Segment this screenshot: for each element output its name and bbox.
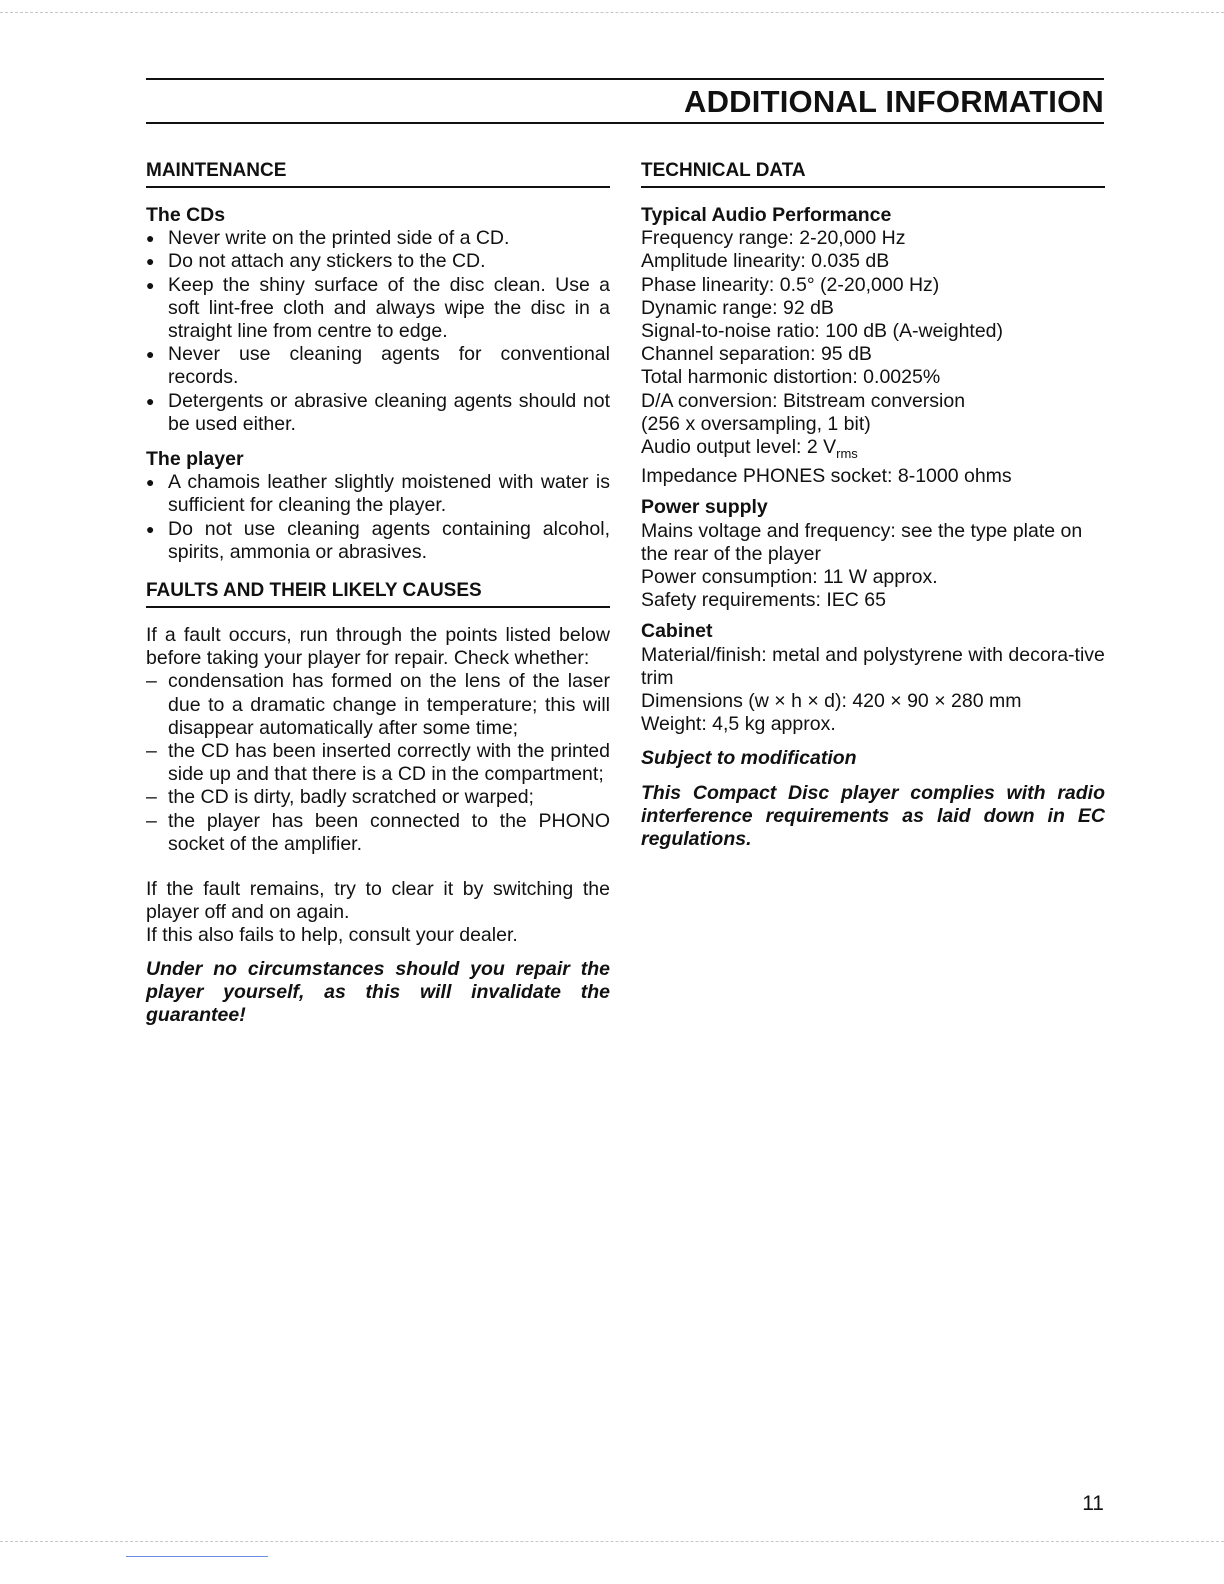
cabinet-heading: Cabinet xyxy=(641,620,713,643)
power-heading: Power supply xyxy=(641,496,768,519)
spec-line: Material/finish: metal and polystyrene with decora-tive trim xyxy=(641,643,1105,689)
list-item: ● Detergents or abrasive cleaning agents should not be used either. xyxy=(146,390,610,436)
list-item: – condensation has formed on the lens of the laser due to a dramatic change in temperature; this will disappear automatically after some time; xyxy=(146,670,610,740)
list-item: ● Never use cleaning agents for conventional records. xyxy=(146,343,610,389)
faults-remains: If the fault remains, try to clear it by switching the player off and on again. xyxy=(146,878,610,924)
list-item: – the CD has been inserted correctly with the printed side up and that there is a CD in the compartment; xyxy=(146,740,610,786)
audio-output-line xyxy=(641,436,1105,465)
faults-title: FAULTS AND THEIR LIKELY CAUSES xyxy=(146,580,610,608)
right-column xyxy=(641,160,1105,851)
spec-line: Dimensions (w × h × d): 420 × 90 × 280 mm xyxy=(641,689,1022,712)
cds-list xyxy=(146,227,610,436)
scan-underline-artifact xyxy=(126,1556,268,1557)
impedance-line: Impedance PHONES socket: 8-1000 ohms xyxy=(641,465,1012,488)
faults-intro: If a fault occurs, run through the points listed below before taking your player for repair. Check whether: xyxy=(146,624,610,670)
list-item: – the CD is dirty, badly scratched or warped; xyxy=(146,786,610,809)
spec-line: Power consumption: 11 W approx. xyxy=(641,565,938,588)
spec-line: Channel separation: 95 dB xyxy=(641,343,872,366)
list-item: ● Do not attach any stickers to the CD. xyxy=(146,250,610,273)
audio-heading: Typical Audio Performance xyxy=(641,204,892,226)
list-item: ● A chamois leather slightly moistened with water is sufficient for cleaning the player. xyxy=(146,471,610,517)
spec-line: Frequency range: 2-20,000 Hz xyxy=(641,227,906,250)
player-list xyxy=(146,471,610,564)
audio-output-subscript: rms xyxy=(836,445,858,461)
list-item: ● Do not use cleaning agents containing alcohol, spirits, ammonia or abrasives. xyxy=(146,518,610,564)
list-item: ● Keep the shiny surface of the disc clean. Use a soft lint-free cloth and always wipe the disc in a straight line from centre to edge. xyxy=(146,274,610,344)
audio-output-label: Audio output level: 2 V xyxy=(641,436,837,459)
spec-line: Signal-to-noise ratio: 100 dB (A-weighted) xyxy=(641,320,1004,343)
spec-line: Dynamic range: 92 dB xyxy=(641,296,834,319)
left-column xyxy=(146,160,610,1027)
scan-artifact-bottom xyxy=(0,1541,1224,1546)
spec-line: Amplitude linearity: 0.035 dB xyxy=(641,250,890,273)
spec-line: Mains voltage and frequency: see the type plate on the rear of the player xyxy=(641,519,1083,565)
header-rule-top xyxy=(146,78,1104,80)
page-number: 11 xyxy=(1082,1492,1104,1515)
header-rule-bottom xyxy=(146,122,1104,124)
modification-note: Subject to modification xyxy=(641,747,857,770)
technical-data-title: TECHNICAL DATA xyxy=(641,160,1105,188)
spec-line: (256 x oversampling, 1 bit) xyxy=(641,412,871,435)
faults-list xyxy=(146,670,610,856)
cds-heading: The CDs xyxy=(146,204,226,226)
maintenance-title: MAINTENANCE xyxy=(146,160,610,188)
faults-fails: If this also fails to help, consult your dealer. xyxy=(146,924,518,947)
scan-artifact-top xyxy=(0,12,1224,17)
compliance-note: This Compact Disc player complies with radio interference requirements as laid down in EC regulations. xyxy=(641,781,1105,850)
player-heading: The player xyxy=(146,448,244,471)
page-title: ADDITIONAL INFORMATION xyxy=(684,84,1104,119)
spec-line: Safety requirements: IEC 65 xyxy=(641,589,886,612)
list-item: ● Never write on the printed side of a CD. xyxy=(146,227,610,250)
spec-line: Total harmonic distortion: 0.0025% xyxy=(641,366,941,389)
spec-line: Phase linearity: 0.5° (2-20,000 Hz) xyxy=(641,273,940,296)
spec-line: Weight: 4,5 kg approx. xyxy=(641,713,836,736)
list-item: – the player has been connected to the PHONO socket of the amplifier. xyxy=(146,810,610,856)
spec-line: D/A conversion: Bitstream conversion xyxy=(641,389,966,412)
repair-warning: Under no circumstances should you repair the player yourself, as this will invalidate the guarantee! xyxy=(146,957,610,1027)
